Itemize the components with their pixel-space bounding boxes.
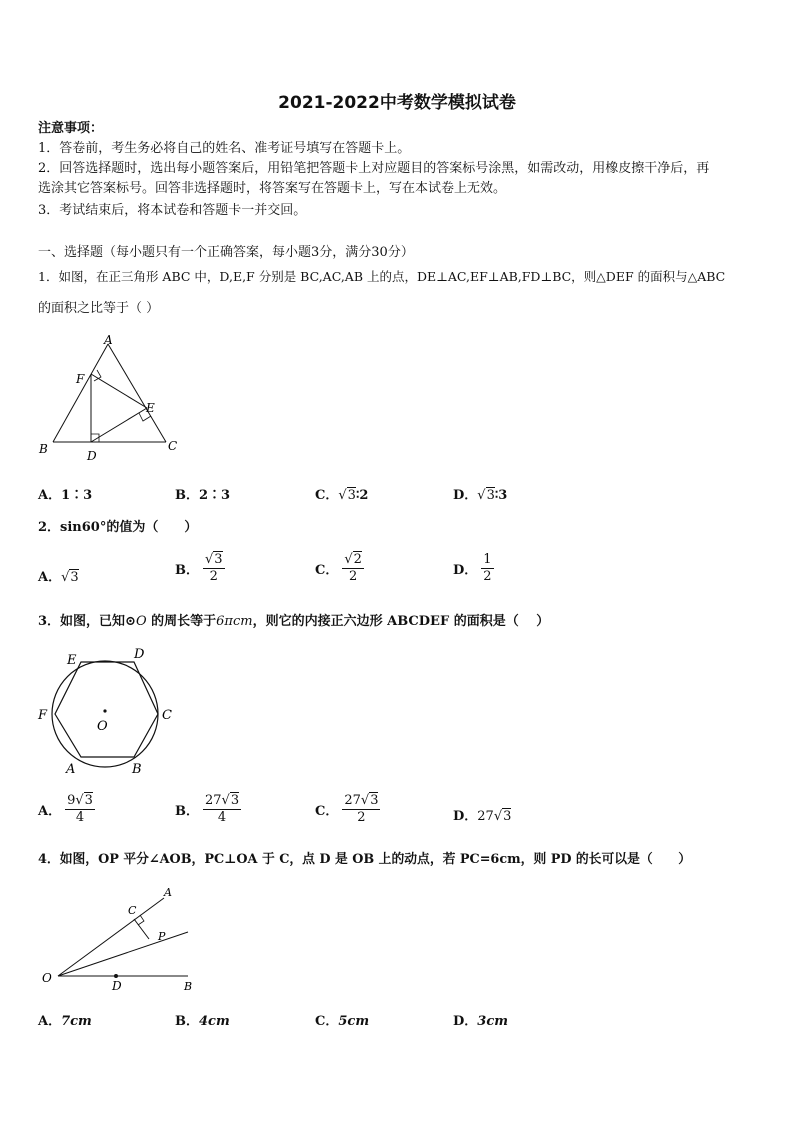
label-c: C	[168, 439, 178, 453]
q3-hexagon-figure	[34, 642, 184, 782]
ray-op	[58, 932, 188, 976]
q2-option-a[interactable]: A．√3	[38, 570, 79, 585]
q3-option-a[interactable]: A． $\frac{9√3}{4}$	[38, 793, 93, 825]
segment-fe	[91, 374, 147, 408]
q1-option-b[interactable]: B．2∶3	[175, 488, 231, 503]
section-heading: 一、选择题（每小题只有一个正确答案，每小题3分，满分30分）	[38, 245, 414, 260]
notice-heading: 注意事项：	[38, 121, 104, 136]
point-d	[114, 974, 118, 978]
q4-stem: 4．如图，OP 平分∠AOB，PC⊥OA 于 C，点 D 是 OB 上的动点，若 PC=6cm，则 PD 的长可以是（ ）	[38, 852, 692, 867]
q2-option-c[interactable]: C． $\frac{√2}{2}$	[315, 552, 362, 584]
q4-option-c[interactable]: C．5cm	[315, 1014, 370, 1029]
circle-o	[52, 661, 158, 767]
q4-option-d[interactable]: D．3cm	[453, 1014, 508, 1029]
q2-stem: 2．sin60°的值为（ ）	[38, 520, 198, 535]
side-ac	[108, 344, 166, 442]
q1-option-c[interactable]: C．√3∶2	[315, 488, 369, 503]
q2-option-d[interactable]: D． $\frac{1}{2}$	[453, 552, 492, 584]
label-b: B	[184, 980, 193, 993]
label-d: D	[134, 647, 145, 662]
q4-option-b[interactable]: B．4cm	[175, 1014, 230, 1029]
label-d: D	[87, 449, 97, 463]
label-a: A	[66, 762, 76, 777]
label-a: A	[104, 333, 113, 347]
q1-option-a[interactable]: A．1∶3	[38, 488, 93, 503]
label-f: F	[76, 372, 85, 386]
notice-item: 2．回答选择题时，选出每小题答案后，用铅笔把答题卡上对应题目的答案标号涂黑，如需改动，用橡皮擦干净后，再	[38, 161, 710, 176]
notice-item: 1．答卷前，考生务必将自己的姓名、准考证号填写在答题卡上。	[38, 141, 411, 156]
q1-stem-line2: 的面积之比等于（ ）	[38, 301, 160, 316]
q1-option-d[interactable]: D．√3∶3	[453, 488, 508, 503]
label-c: C	[162, 708, 172, 723]
label-p: P	[158, 930, 166, 943]
center-point	[103, 709, 106, 712]
label-b: B	[132, 762, 142, 777]
label-e: E	[146, 401, 155, 415]
q2-option-b[interactable]: B． $\frac{√3}{2}$	[175, 552, 223, 584]
label-f: F	[38, 708, 48, 723]
segment-pc	[134, 919, 149, 939]
notice-item: 3．考试结束后，将本试卷和答题卡一并交回。	[38, 203, 307, 218]
q4-option-a[interactable]: A．7cm	[38, 1014, 92, 1029]
q3-option-b[interactable]: B． $\frac{27√3}{4}$	[175, 793, 240, 825]
q3-option-c[interactable]: C． $\frac{27√3}{2}$	[315, 793, 379, 825]
label-a: A	[164, 886, 172, 899]
label-o: O	[97, 719, 108, 734]
notice-item: 选涂其它答案标号。回答非选择题时，将答案写在答题卡上，写在本试卷上无效。	[38, 181, 507, 196]
q3-stem: 3．如图，已知⊙O 的周长等于6πcm，则它的内接正六边形 ABCDEF 的面积是（ ）	[38, 614, 550, 629]
side-ab	[53, 344, 108, 442]
q3-option-d[interactable]: D．27√3	[453, 809, 512, 824]
q1-triangle-figure	[36, 332, 186, 464]
q1-stem-line1: 1．如图，在正三角形 ABC 中，D,E,F 分别是 BC,AC,AB 上的点，DE⊥AC,EF⊥AB,FD⊥BC，则△DEF 的面积与△ABC	[38, 269, 726, 284]
q4-angle-figure	[36, 884, 206, 994]
label-o: O	[42, 971, 52, 985]
label-b: B	[39, 442, 48, 456]
label-c: C	[128, 904, 137, 917]
label-e: E	[67, 653, 77, 668]
page-title: 2021-2022中考数学模拟试卷	[278, 93, 516, 113]
label-d: D	[112, 979, 122, 993]
